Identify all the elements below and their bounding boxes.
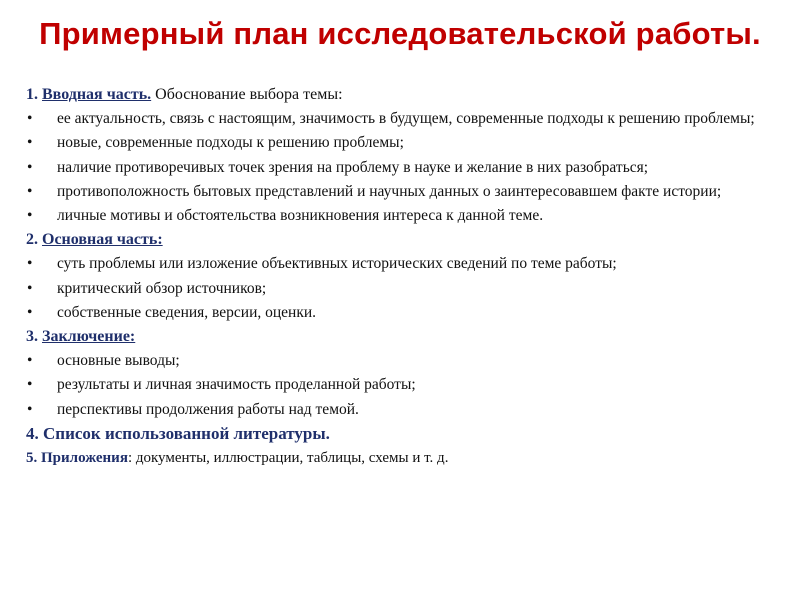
section-1-list [26,107,788,228]
section-3-heading [26,325,788,349]
section-3-number: 3. [26,328,38,346]
section-2-heading [26,228,788,252]
section-3-list [26,349,788,422]
section-4-title: Список использованной литературы. [43,423,330,443]
list-item: • наличие противоречивых точек зрения на проблему в науке и желание в них разобраться; [26,156,788,180]
section-2-title: Основная часть: [42,231,163,249]
section-5-title: Приложения [41,450,128,467]
section-5-subtitle: : документы, иллюстрации, таблицы, схемы и т. д. [127,450,449,467]
section-5-heading [26,446,788,470]
section-5-number: 5. [26,450,38,467]
list-item: • новые, современные подходы к решению проблемы; [26,131,788,155]
list-item: • личные мотивы и обстоятельства возникновения интереса к данной теме. [26,204,788,228]
list-item: • основные выводы; [26,349,788,373]
section-4-heading [26,422,788,446]
section-1-number: 1. [26,86,38,103]
list-item: • собственные сведения, версии, оценки. [26,301,788,325]
list-item: • суть проблемы или изложение объективных исторических сведений по теме работы; [26,252,788,276]
section-2-list [26,252,788,325]
section-1-heading [26,83,788,107]
section-4-number: 4. [26,423,39,443]
section-1-subtitle: Обоснование выбора темы: [155,86,343,103]
plan-content [26,83,788,470]
slide-title: Примерный план исследовательской работы. [39,16,761,51]
section-2-number: 2. [26,231,38,249]
section-1-title: Вводная часть. [42,86,152,103]
list-item: • результаты и личная значимость проделанной работы; [26,373,788,397]
list-item: • перспективы продолжения работы над темой. [26,398,788,422]
list-item: • противоположность бытовых представлений и научных данных о заинтересовавшем факте истории; [26,180,788,204]
list-item: • критический обзор источников; [26,277,788,301]
list-item: • ее актуальность, связь с настоящим, значимость в будущем, современные подходы к решению проблемы; [26,107,788,131]
section-3-title: Заключение: [42,328,136,346]
